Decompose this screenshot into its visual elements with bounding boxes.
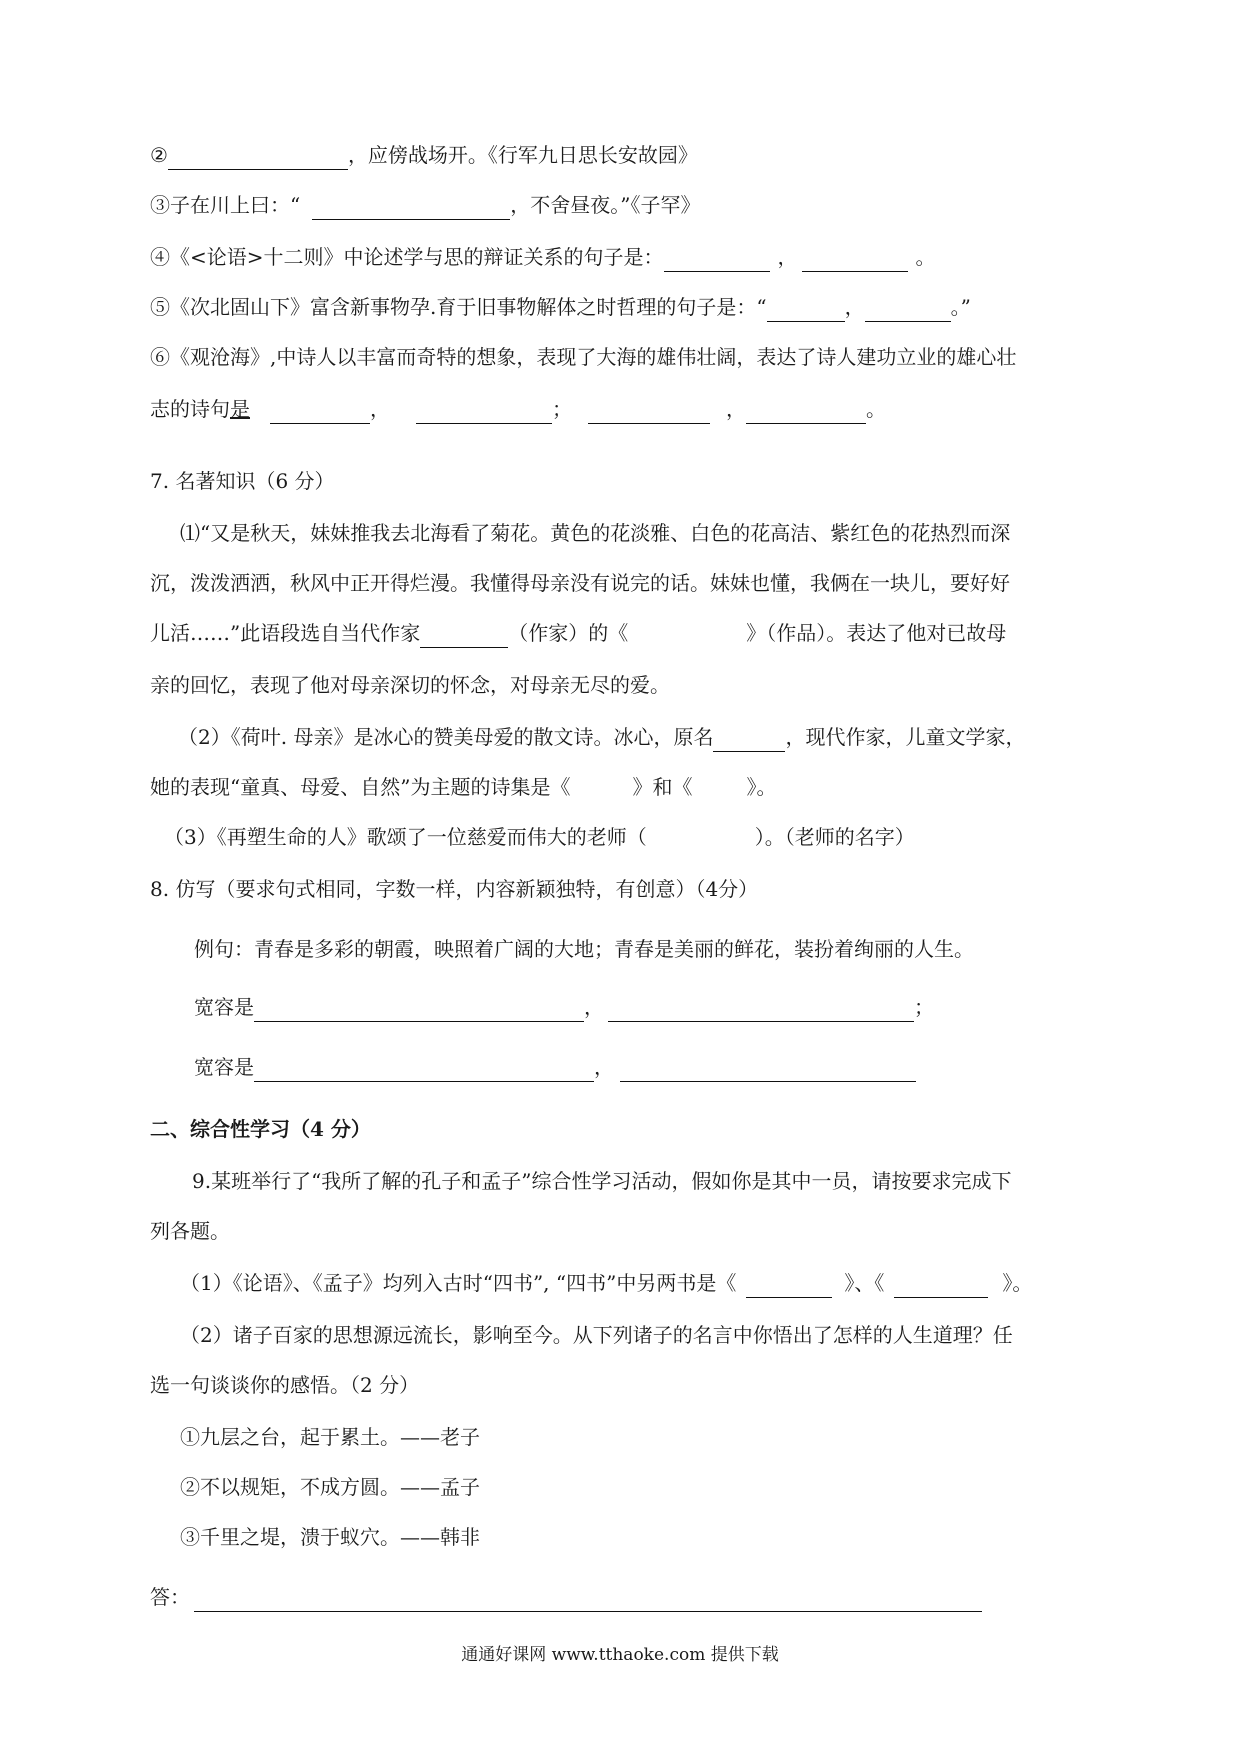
- q7-p1-line2: [150, 568, 1110, 598]
- q7-p1-line3: [150, 618, 1110, 648]
- q6-line1: ⑥《观沧海》,中诗人以丰富而奇特的想象，表现了大海的雄伟壮阔，表达了诗人建功立业的雄心壮: [150, 345, 1017, 369]
- q7-p2-text2b: 》和《: [632, 775, 693, 799]
- q9-quote-1-text: ①九层之台，起于累土。——老子: [180, 1425, 480, 1449]
- q7-p1-text2: 沉，泼泼洒洒，秋风中正开得烂漫。我懂得母亲没有说完的话。妹妹也懂，我俩在一块儿，要好好: [150, 571, 1010, 595]
- q9-p1-text-b: 》、《: [844, 1271, 885, 1295]
- q8-row-2: [194, 1052, 1110, 1082]
- q7-p1-text4: 亲的回忆，表现了他对母亲深切的怀念，对母亲无尽的爱。: [150, 673, 670, 697]
- q6-line2-head: 志的诗句: [150, 397, 230, 421]
- q9-p2-line2: [150, 1370, 1110, 1400]
- q5-head: ⑤《次北固山下》富含新事物孕.育于旧事物解体之时哲理的句子是：“: [150, 295, 767, 319]
- q6-end: 。: [866, 397, 886, 421]
- q8-row2-blank-1[interactable]: [254, 1059, 594, 1082]
- q6-blank-2[interactable]: [416, 401, 552, 424]
- q3-head: ③子在川上曰：“: [150, 193, 301, 217]
- q2-marker: ②: [150, 143, 168, 167]
- q4-end: 。: [915, 245, 936, 269]
- q7-p3: [164, 822, 1110, 852]
- q8-example-text: 例句：青春是多彩的朝霞，映照着广阔的大地；青春是美丽的鲜花，装扮着绚丽的人生。: [194, 937, 974, 961]
- q6-blank-4[interactable]: [746, 401, 866, 424]
- q7-p1-text1: ⑴“又是秋天，妹妹推我去北海看了菊花。黄色的花淡雅、白色的花高洁、紫红色的花热烈而深: [180, 521, 1011, 545]
- q8-title-text: 8. 仿写（要求句式相同，字数一样，内容新颖独特，有创意）（4分）: [150, 877, 759, 901]
- q9-p2-line1: [180, 1320, 1110, 1350]
- section2-heading-text: 二、综合性学习（4 分）: [150, 1117, 371, 1141]
- footer-text: 通通好课网 www.tthaoke.com 提供下载: [461, 1645, 779, 1665]
- q7-p1-line1: [180, 518, 1110, 548]
- q7-realname-blank[interactable]: [713, 729, 785, 752]
- q7-p2-line2: [150, 772, 1110, 802]
- q8-row2-sep: ，: [594, 1055, 614, 1079]
- poem-q3: [150, 190, 1110, 220]
- q5-sep: ，: [844, 295, 865, 319]
- q4-blank-1[interactable]: [664, 249, 770, 272]
- q7-author-blank[interactable]: [420, 625, 508, 648]
- q2-blank[interactable]: [168, 147, 348, 170]
- q8-row1-blank-1[interactable]: [254, 999, 584, 1022]
- q9-book2-blank[interactable]: [894, 1275, 988, 1298]
- q9-answer-blank[interactable]: [194, 1589, 982, 1612]
- q9-intro-line1: [192, 1166, 1110, 1196]
- q9-book1-blank[interactable]: [746, 1275, 832, 1298]
- q7-p3-text-a: （3）《再塑生命的人》歌颂了一位慈爱而伟大的老师（: [164, 825, 647, 849]
- q7-title-text: 7. 名著知识（6 分）: [150, 469, 335, 493]
- q9-intro-line2: [150, 1216, 1110, 1246]
- q9-answer-label: 答：: [150, 1585, 190, 1609]
- q8-row-1: [194, 992, 1110, 1022]
- q9-quote-3-text: ③千里之堤，溃于蚁穴。——韩非: [180, 1525, 480, 1549]
- q9-answer: [150, 1582, 1110, 1612]
- q5-blank-1[interactable]: [767, 299, 845, 322]
- section2-heading: [150, 1114, 1110, 1144]
- q8-row1-blank-2[interactable]: [608, 999, 914, 1022]
- q7-p2-text2c: 》。: [746, 775, 777, 799]
- q8-row1-label: 宽容是: [194, 995, 254, 1019]
- q7-p2-text1b: ，现代作家，儿童文学家，: [785, 725, 1026, 749]
- poem-q2: [150, 140, 1110, 170]
- q4-sep: ，: [777, 245, 798, 269]
- q9-p1: [180, 1268, 1110, 1298]
- q7-p1-text3a: 儿活……”此语段选自当代作家: [150, 621, 421, 645]
- poem-q6-line1: [150, 342, 1110, 372]
- q6-sep2: ；: [552, 397, 572, 421]
- q6-line2-is: 是: [230, 397, 250, 421]
- q7-p1-text3c: 》（作品）。表达了他对已故母: [746, 621, 1007, 645]
- q6-blank-1[interactable]: [270, 401, 370, 424]
- q7-p1-text3b: （作家）的《: [508, 621, 629, 645]
- q9-quote-3: [180, 1522, 1110, 1552]
- q7-p3-text-b: ）。（老师的名字）: [754, 825, 915, 849]
- q3-tail: ，不舍昼夜。”《子罕》: [510, 193, 701, 217]
- q7-p2-text2a: 她的表现“童真、母爱、自然”为主题的诗集是《: [150, 775, 571, 799]
- q9-p2-text2: 选一句谈谈你的感悟。（2 分）: [150, 1373, 420, 1397]
- q3-blank[interactable]: [312, 197, 510, 220]
- poem-q6-line2: [150, 394, 1110, 424]
- q2-tail: ，应傍战场开。《行军九日思长安故园》: [347, 143, 698, 167]
- footer: [0, 1640, 1240, 1665]
- q5-end: 。”: [950, 295, 971, 319]
- q7-p1-line4: [150, 670, 1110, 700]
- q9-p1-text-a: （1）《论语》、《孟子》均列入古时“四书”, “四书”中另两书是《: [180, 1271, 737, 1295]
- q7-p2-line1: [178, 722, 1110, 752]
- q9-quote-2: [180, 1472, 1110, 1502]
- q6-sep3: ，: [726, 397, 746, 421]
- q8-row2-blank-2[interactable]: [620, 1059, 916, 1082]
- q4-blank-2[interactable]: [802, 249, 908, 272]
- q9-quote-2-text: ②不以规矩，不成方圆。——孟子: [180, 1475, 480, 1499]
- q5-blank-2[interactable]: [865, 299, 951, 322]
- q8-row1-sep: ，: [584, 995, 604, 1019]
- q7-p2-text1a: （2）《荷叶. 母亲》是冰心的赞美母爱的散文诗。冰心，原名: [178, 725, 714, 749]
- poem-q5: [150, 292, 1110, 322]
- q9-p2-text1: （2）诸子百家的思想源远流长，影响至今。从下列诸子的名言中你悟出了怎样的人生道理？任: [180, 1323, 1013, 1347]
- q9-intro-text2: 列各题。: [150, 1219, 230, 1243]
- q8-row1-end: ；: [914, 995, 934, 1019]
- poem-q4: [150, 242, 1110, 272]
- q4-head: ④《<论语>十二则》中论述学与思的辩证关系的句子是：: [150, 245, 664, 269]
- q9-quote-1: [180, 1422, 1110, 1452]
- q9-intro-text1: 9.某班举行了“我所了解的孔子和孟子”综合性学习活动，假如你是其中一员，请按要求完成下: [192, 1169, 1012, 1193]
- q6-sep1: ，: [370, 397, 390, 421]
- q8-row2-label: 宽容是: [194, 1055, 254, 1079]
- q7-title: [150, 466, 1110, 496]
- q9-p1-text-c: 》。: [1002, 1271, 1033, 1295]
- q8-example: [194, 934, 1110, 964]
- q8-title: [150, 874, 1110, 904]
- q6-blank-3[interactable]: [588, 401, 710, 424]
